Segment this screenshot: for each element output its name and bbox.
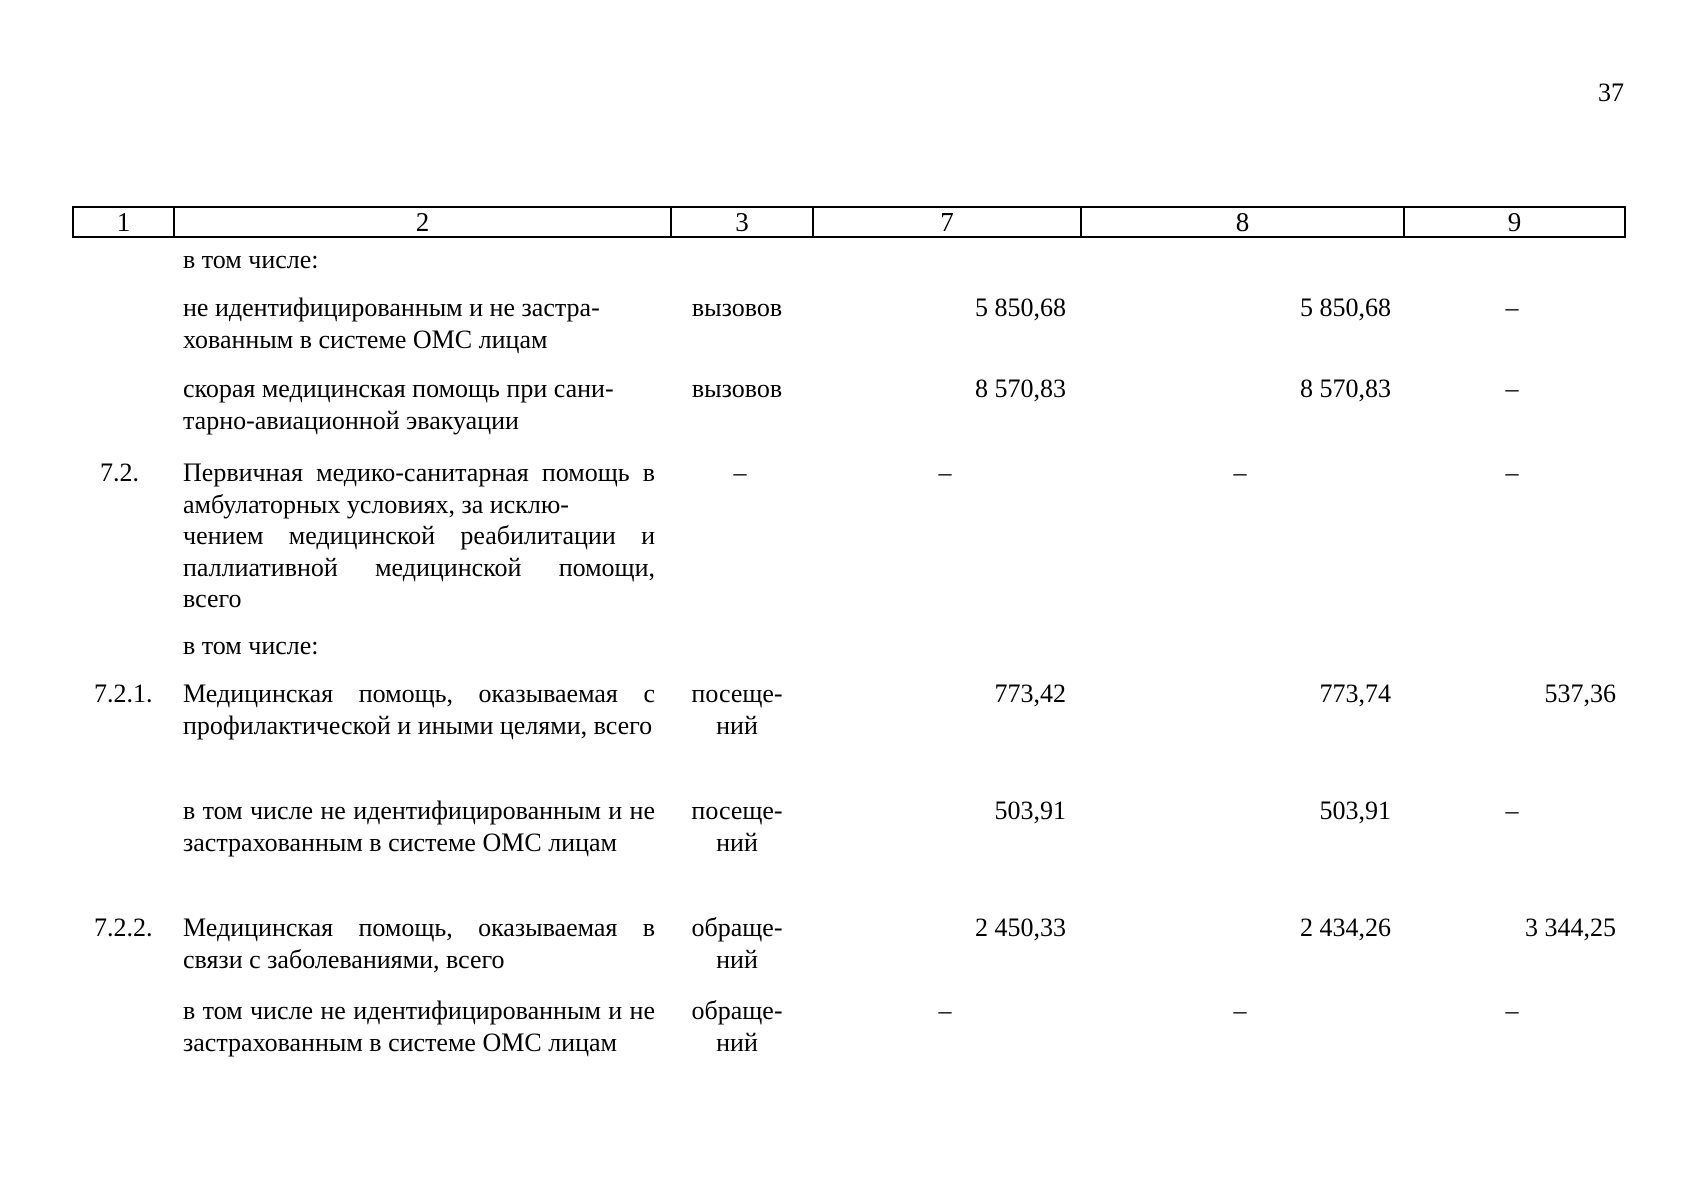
row-value-col9: 537,36 — [1544, 679, 1616, 708]
row-description: в том числе: — [183, 631, 319, 660]
row-description: в том числе: — [183, 245, 319, 274]
row-description: Медицинская помощь, оказываемая с профилактической и иными целями, всего — [183, 679, 655, 740]
row-description: скорая медицинская помощь при сани- тарно-авиационной эвакуации — [183, 374, 614, 435]
row-value-col9: – — [1505, 458, 1519, 487]
row-value-col7: 503,91 — [994, 796, 1066, 825]
row-value-col7: 773,42 — [994, 679, 1066, 708]
row-value-col8: 8 570,83 — [1300, 374, 1391, 403]
row-number: 7.2.2. — [94, 913, 153, 942]
column-header-9: 9 — [1507, 207, 1522, 237]
column-header-3: 3 — [672, 208, 814, 236]
row-number: 7.2. — [100, 458, 139, 487]
row-value-col8: 773,74 — [1319, 679, 1391, 708]
row-value-col8: – — [1233, 996, 1247, 1025]
row-number: 7.2.1. — [94, 679, 153, 708]
row-value-col8: 5 850,68 — [1300, 293, 1391, 322]
row-description: Медицинская помощь, оказываемая в связи с заболеваниями, всего — [183, 913, 655, 974]
row-value-col9: – — [1505, 293, 1519, 322]
row-unit: – — [733, 458, 747, 487]
row-unit: вызовов — [691, 374, 783, 403]
column-header-1: 1 — [74, 208, 175, 236]
column-header-7: 7 — [814, 208, 1082, 236]
row-value-col8: 503,91 — [1319, 796, 1391, 825]
row-value-col7: 5 850,68 — [975, 293, 1066, 322]
row-value-col7: – — [938, 996, 952, 1025]
row-value-col7: 8 570,83 — [975, 374, 1066, 403]
row-value-col8: – — [1233, 458, 1247, 487]
row-unit: обраще- ний — [691, 996, 783, 1057]
row-value-col9: 3 344,25 — [1525, 913, 1616, 942]
row-unit: посеще- ний — [691, 796, 783, 857]
row-value-col8: 2 434,26 — [1300, 913, 1391, 942]
row-value-col7: – — [938, 458, 952, 487]
row-unit: вызовов — [691, 293, 783, 322]
table-header-row — [72, 206, 1626, 238]
row-value-col9: – — [1505, 996, 1519, 1025]
row-description: в том числе не идентифицированным и не застрахованным в системе ОМС лицам — [183, 996, 655, 1057]
row-description: не идентифицированным и не застра- хованным в системе ОМС лицам — [183, 293, 600, 354]
row-unit: посеще- ний — [691, 679, 783, 740]
column-header-2: 2 — [175, 208, 672, 236]
row-value-col7: 2 450,33 — [975, 913, 1066, 942]
row-unit: обраще- ний — [691, 913, 783, 974]
row-description: в том числе не идентифицированным и не застрахованным в системе ОМС лицам — [183, 796, 655, 857]
row-description: Первичная медико-санитарная помощь в амбулаторных условиях, за исклю- чением медицинской реабилитации и паллиативной медицинской помощи, всего — [183, 458, 655, 613]
page-number: 37 — [1598, 78, 1624, 107]
column-header-8: 8 — [1082, 208, 1405, 236]
row-value-col9: – — [1505, 796, 1519, 825]
row-value-col9: – — [1505, 374, 1519, 403]
